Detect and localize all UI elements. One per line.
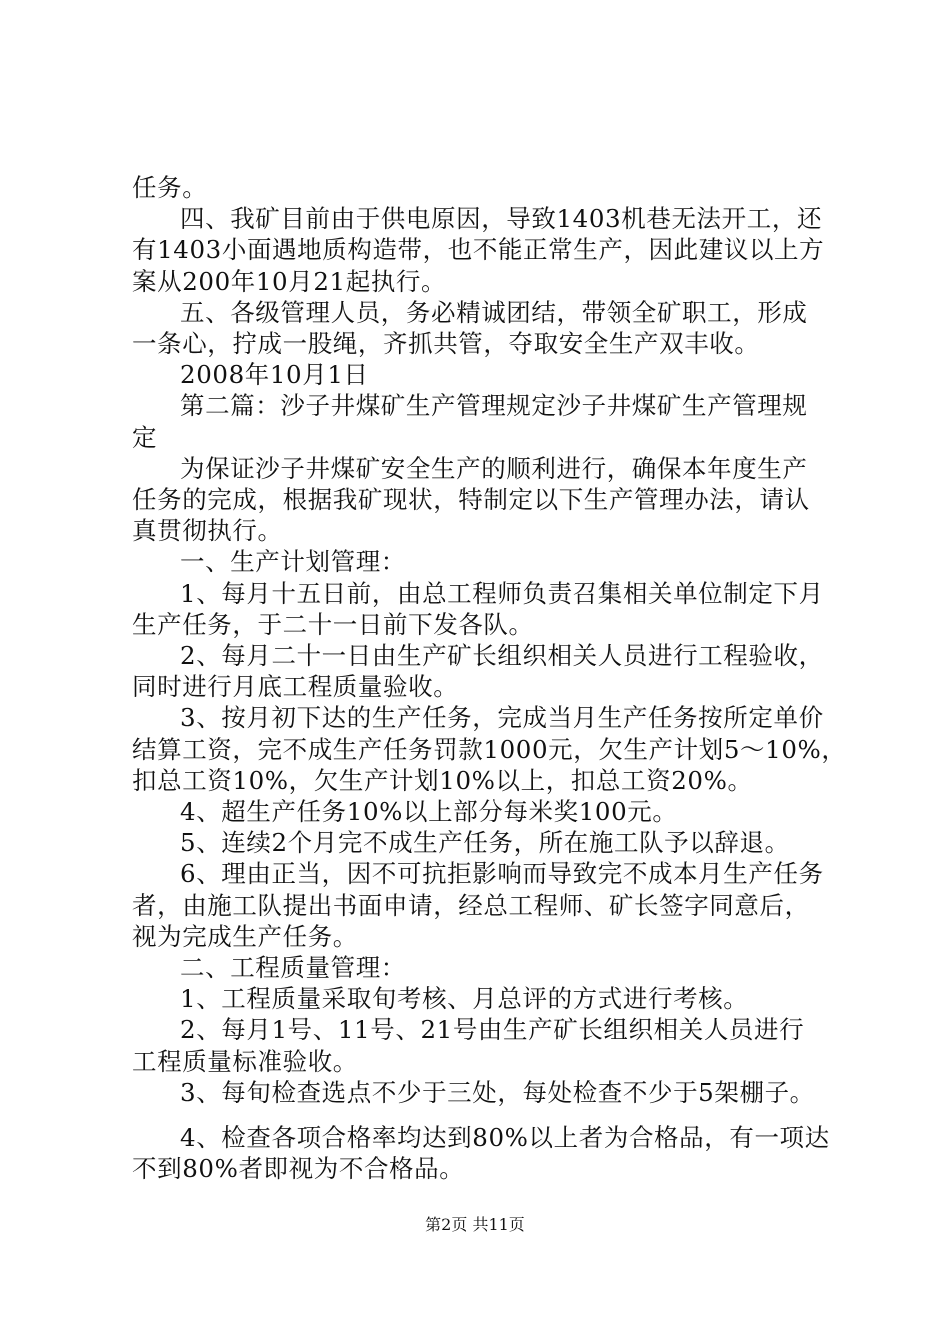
section-heading: 第二篇：沙子井煤矿生产管理规定沙子井煤矿生产管理规 bbox=[180, 391, 808, 420]
text-line: 案从200年10月21起执行。 bbox=[132, 267, 447, 296]
subheading: 一、生产计划管理： bbox=[180, 547, 406, 576]
text-line: 四、我矿目前由于供电原因，导致1403机巷无法开工，还 bbox=[180, 204, 823, 233]
text-line: 五、各级管理人员，务必精诚团结，带领全矿职工，形成 bbox=[180, 298, 808, 327]
text-line: 结算工资，完不成生产任务罚款1000元，欠生产计划5～10%， bbox=[132, 735, 847, 764]
section-heading: 定 bbox=[132, 423, 158, 452]
page-number-label: 第2页 共11页 bbox=[425, 1215, 525, 1234]
text-line: 生产任务，于二十一日前下发各队。 bbox=[132, 610, 534, 639]
page-footer bbox=[0, 1215, 950, 1235]
text-line: 视为完成生产任务。 bbox=[132, 922, 358, 951]
text-line: 3、按月初下达的生产任务，完成当月生产任务按所定单价 bbox=[180, 703, 824, 732]
text-line: 同时进行月底工程质量验收。 bbox=[132, 672, 459, 701]
text-line: 任务的完成，根据我矿现状，特制定以下生产管理办法，请认 bbox=[132, 485, 810, 514]
text-line: 4、检查各项合格率均达到80%以上者为合格品，有一项达 bbox=[180, 1123, 830, 1152]
text-line: 2、每月二十一日由生产矿长组织相关人员进行工程验收， bbox=[180, 641, 824, 670]
text-line: 一条心，拧成一股绳，齐抓共管，夺取安全生产双丰收。 bbox=[132, 329, 760, 358]
text-line: 为保证沙子井煤矿安全生产的顺利进行，确保本年度生产 bbox=[180, 454, 808, 483]
text-line: 1、每月十五日前，由总工程师负责召集相关单位制定下月 bbox=[180, 579, 824, 608]
text-line: 4、超生产任务10%以上部分每米奖100元。 bbox=[180, 797, 678, 826]
text-line: 任务。 bbox=[132, 173, 208, 202]
text-line: 5、连续2个月完不成生产任务，所在施工队予以辞退。 bbox=[180, 828, 790, 857]
text-line: 2、每月1号、11号、21号由生产矿长组织相关人员进行 bbox=[180, 1015, 805, 1044]
text-line: 有1403小面遇地质构造带，也不能正常生产，因此建议以上方 bbox=[132, 235, 825, 264]
text-line: 扣总工资10%，欠生产计划10%以上，扣总工资20%。 bbox=[132, 766, 753, 795]
text-line: 3、每旬检查选点不少于三处，每处检查不少于5架棚子。 bbox=[180, 1078, 815, 1107]
text-line: 工程质量标准验收。 bbox=[132, 1047, 358, 1076]
text-line: 真贯彻执行。 bbox=[132, 516, 283, 545]
subheading: 二、工程质量管理： bbox=[180, 953, 406, 982]
text-line: 6、理由正当，因不可抗拒影响而导致完不成本月生产任务 bbox=[180, 859, 824, 888]
date-line: 2008年10月1日 bbox=[180, 360, 369, 389]
text-line: 1、工程质量采取旬考核、月总评的方式进行考核。 bbox=[180, 984, 749, 1013]
text-line: 不到80%者即视为不合格品。 bbox=[132, 1154, 465, 1183]
text-line: 者，由施工队提出书面申请，经总工程师、矿长签字同意后， bbox=[132, 891, 810, 920]
